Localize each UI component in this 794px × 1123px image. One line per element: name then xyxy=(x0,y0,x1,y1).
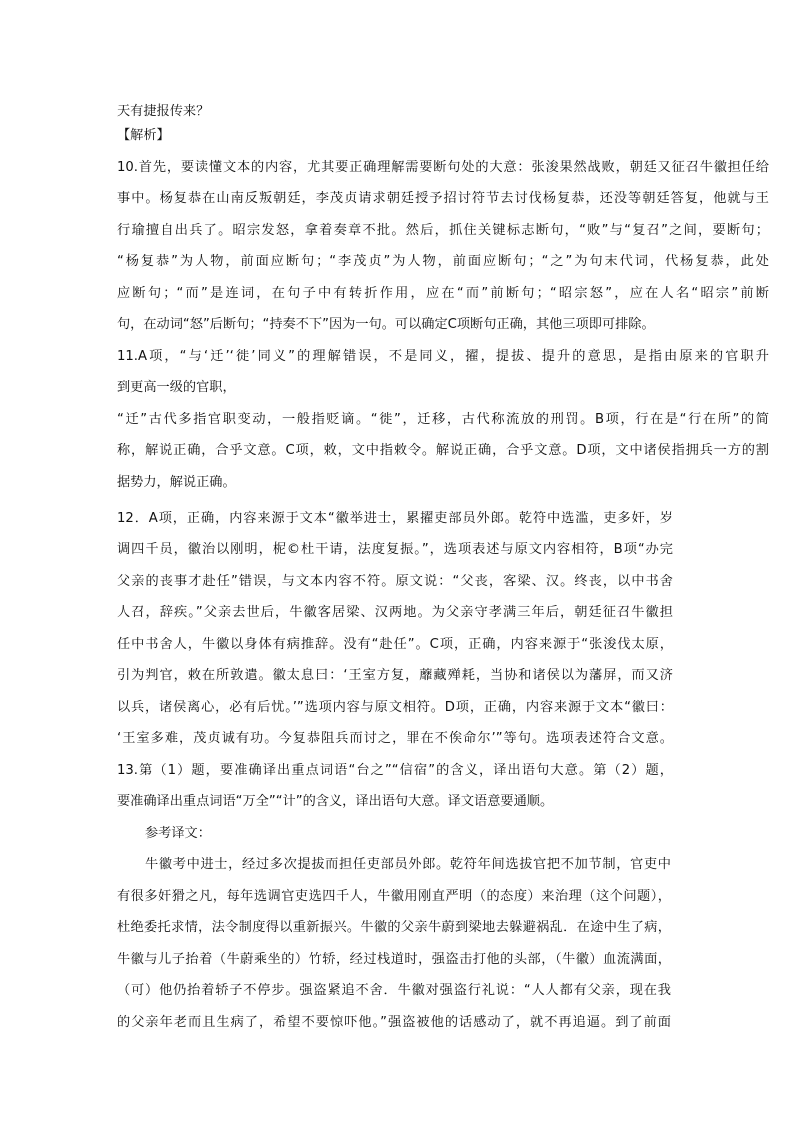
text-line: 句，在动词“怒”后断句；“持奏不下”因为一句。可以确定C项断句正确，其他三项即可排除。 xyxy=(117,317,655,332)
section-heading: 【解析】 xyxy=(117,128,170,143)
text-line: 人召，辞疾。”父亲去世后，牛徽客居梁、汉两地。为父亲守孝满三年后，朝廷征召牛徽担 xyxy=(117,605,673,620)
text-line: ‘王室多难，茂贞诚有功。今复恭阻兵而讨之，罪在不俟命尔’”等句。选项表述符合文意。 xyxy=(117,731,673,746)
text-line: 13.第（1）题，要准确译出重点词语“台之”“信宿”的含义，译出语句大意。第（2）题， xyxy=(117,763,673,778)
text-line: （可）他仍抬着轿子不停步。强盗紧追不舍．牛徽对强盗行礼说：“人人都有父亲，现在我 xyxy=(117,983,671,998)
text-line: 引为判官，敕在所敦遣。徽太息曰：‘王室方复，蘼藏殚耗，当协和诸侯以为藩屏，而又济 xyxy=(117,668,673,683)
translation-heading: 参考译文： xyxy=(145,826,211,841)
text-line: 父亲的丧事才赴任”错误，与文本内容不符。原文说：“父丧，客梁、汉。终丧，以中书舍 xyxy=(117,574,673,589)
text-line: 调四千员，徽治以刚明，柅©杜干请，法度复振。”，选项表述与原文内容相符，B项“办完 xyxy=(117,542,673,557)
text-line: 牛徽与儿子抬着（牛蔚乘坐的）竹轿，经过栈道时，强盗击打他的头部，（牛徽）血流满面， xyxy=(117,952,671,967)
text-line: 到更高一级的官职， xyxy=(117,380,236,395)
text-line: 应断句；“而”是连词，在句子中有转折作用，应在“而”前断句；“昭宗怒”，应在人名“昭宗”前断 xyxy=(117,286,769,301)
text-line: 天有捷报传来？ xyxy=(117,104,210,119)
text-line: “迁”古代多指官职变动，一般指贬谪。“徙”，迁移，古代称流放的刑罚。B项，行在是“行在所”的简 xyxy=(117,412,769,427)
text-line: 的父亲年老而且生病了，希望不要惊吓他。”强盗被他的话感动了，就不再追逼。到了前面 xyxy=(117,1015,671,1030)
text-line: “杨复恭”为人物，前面应断句；“李茂贞”为人物，前面应断句；“之”为句末代词，代杨复恭，此处 xyxy=(117,254,769,269)
text-line: 有很多奸猾之凡，每年选调官吏选四千人，牛徽用刚直严明（的态度）来治理（这个问题）， xyxy=(117,889,671,904)
text-line: 事中。杨复恭在山南反叛朝廷，李茂贞请求朝廷授予招讨符节去讨伐杨复恭，还没等朝廷答复，他就与王 xyxy=(117,191,769,206)
text-line: 要准确译出重点词语“万全”“计”的含义，译出语句大意。译文语意要通顺。 xyxy=(117,794,554,809)
text-line: 杜绝委托求情，法令制度得以重新振兴。牛徽的父亲牛蔚到梁地去躲避祸乱．在途中生了病， xyxy=(117,920,671,935)
text-line: 以兵，诸侯离心，必有后忧。’”选项内容与原文相符。D项，正确，内容来源于文本“徽曰： xyxy=(117,700,673,715)
text-line: 12．A项，正确，内容来源于文本“徽举进士，累擢吏部员外郎。乾符中选滥，吏多奸，岁 xyxy=(117,511,673,526)
text-line: 称，解说正确，合乎文意。C项，敕，文中指敕令。解说正确，合乎文意。D项，文中诸侯指拥兵一方的割 xyxy=(117,443,769,458)
text-line: 11.A项，“与‘迁’‘徙’同义”的理解错误，不是同义，擢，提拔、提升的意思，是指由原来的官职升 xyxy=(117,349,769,364)
text-line: 任中书舍人，牛徽以身体有病推辞。没有“赴任”。C项，正确，内容来源于“张浚伐太原， xyxy=(117,637,673,652)
text-line: 据势力，解说正确。 xyxy=(117,475,236,490)
text-line: 牛徽考中进士，经过多次提拔而担任吏部员外郎。乾符年间选拔官把不加节制，官吏中 xyxy=(145,857,671,872)
text-line: 行瑜擅自出兵了。昭宗发怒，拿着奏章不批。然后，抓住关键标志断句，“败”与“复召”之间，要断句； xyxy=(117,223,769,238)
text-line: 10.首先，要读懂文本的内容，尤其要正确理解需要断句处的大意：张浚果然战败，朝廷又征召牛徽担任给 xyxy=(117,160,769,175)
